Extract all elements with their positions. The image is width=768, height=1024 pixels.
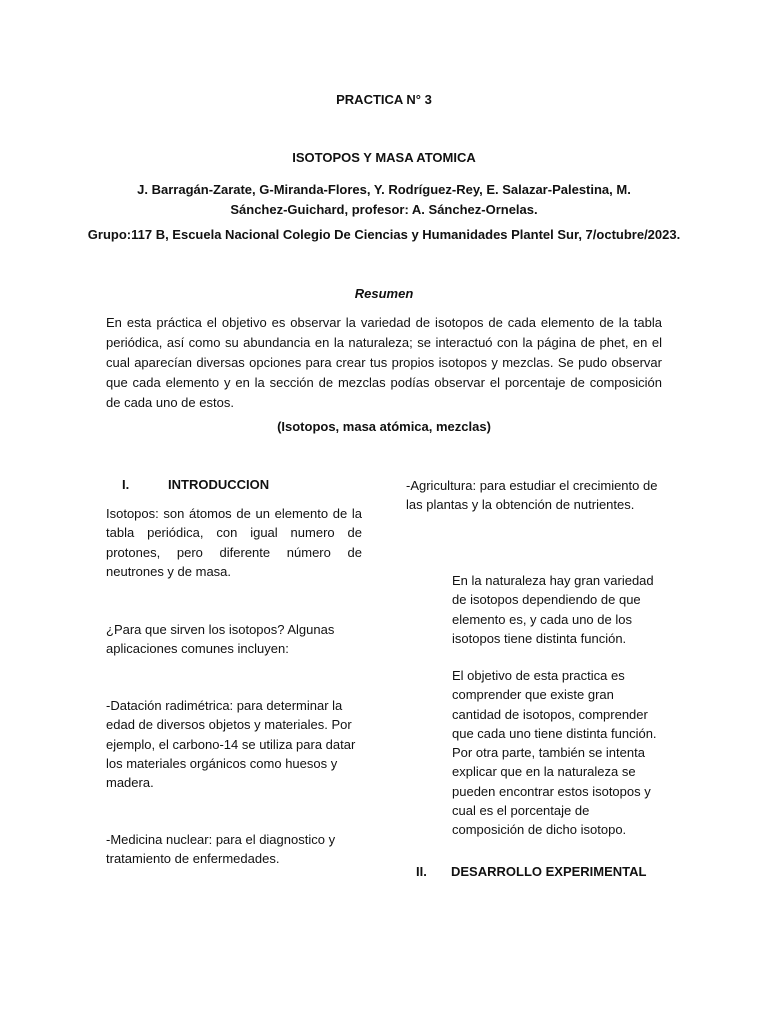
section-heading-introduccion — [122, 477, 269, 492]
section-title: DESARROLLO EXPERIMENTAL — [451, 864, 647, 879]
abstract-heading: Resumen — [354, 286, 414, 301]
section-number: I. — [122, 477, 130, 492]
document-subtitle: ISOTOPOS Y MASA ATOMICA — [292, 150, 476, 165]
use-dating: -Datación radimétrica: para determinar la edad de diversos objetos y materiales. Por ejemplo, el carbono-14 se utiliza para datar los materiales orgánicos como huesos y madera. — [106, 698, 356, 791]
objective-paragraph: El objetivo de esta practica es comprender que existe gran cantidad de isotopos, comprender que cada uno tiene distinta función. Por otra parte, también se intenta explicar que en la naturaleza se pueden encontrar estos isotopos y cual es el porcentaje de composición de dicho isotopo. — [452, 668, 657, 838]
authors-line: J. Barragán-Zarate, G-Miranda-Flores, Y. Rodríguez-Rey, E. Salazar-Palestina, M. Sánchez-Guichard, profesor: A. Sánchez-Ornelas. — [137, 182, 631, 217]
section-title: INTRODUCCION — [168, 477, 270, 492]
group-line: Grupo:117 B, Escuela Nacional Colegio De Ciencias y Humanidades Plantel Sur, 7/octubre/2023. — [87, 227, 681, 242]
keywords-line: (Isotopos, masa atómica, mezclas) — [277, 419, 491, 434]
use-medicine: -Medicina nuclear: para el diagnostico y tratamiento de enfermedades. — [106, 832, 336, 867]
section-heading-desarrollo — [416, 864, 647, 879]
nature-paragraph: En la naturaleza hay gran variedad de isotopos dependiendo de que elemento es, y cada uno de los isotopos tiene distinta función. — [452, 573, 654, 646]
uses-question: ¿Para que sirven los isotopos? Algunas aplicaciones comunes incluyen: — [106, 622, 335, 657]
isotope-definition: Isotopos: son átomos de un elemento de la tabla periódica, con igual numero de protones, pero diferente número de neutrones y de masa. — [106, 506, 362, 579]
document-title: PRACTICA N° 3 — [336, 92, 432, 107]
use-agriculture: -Agricultura: para estudiar el crecimiento de las plantas y la obtención de nutrientes. — [406, 478, 658, 513]
section-number: II. — [416, 864, 427, 879]
abstract-text: En esta práctica el objetivo es observar la variedad de isotopos de cada elemento de la tabla periódica, así como su abundancia en la naturaleza; se interactuó con la página de phet, en el cual aparecían diversas opciones para crear tus propios isotopos y mezclas. Se pudo observar que cada elemento y en la sección de mezclas podías observar el porcentaje de composición de cada uno de estos. — [106, 315, 662, 410]
